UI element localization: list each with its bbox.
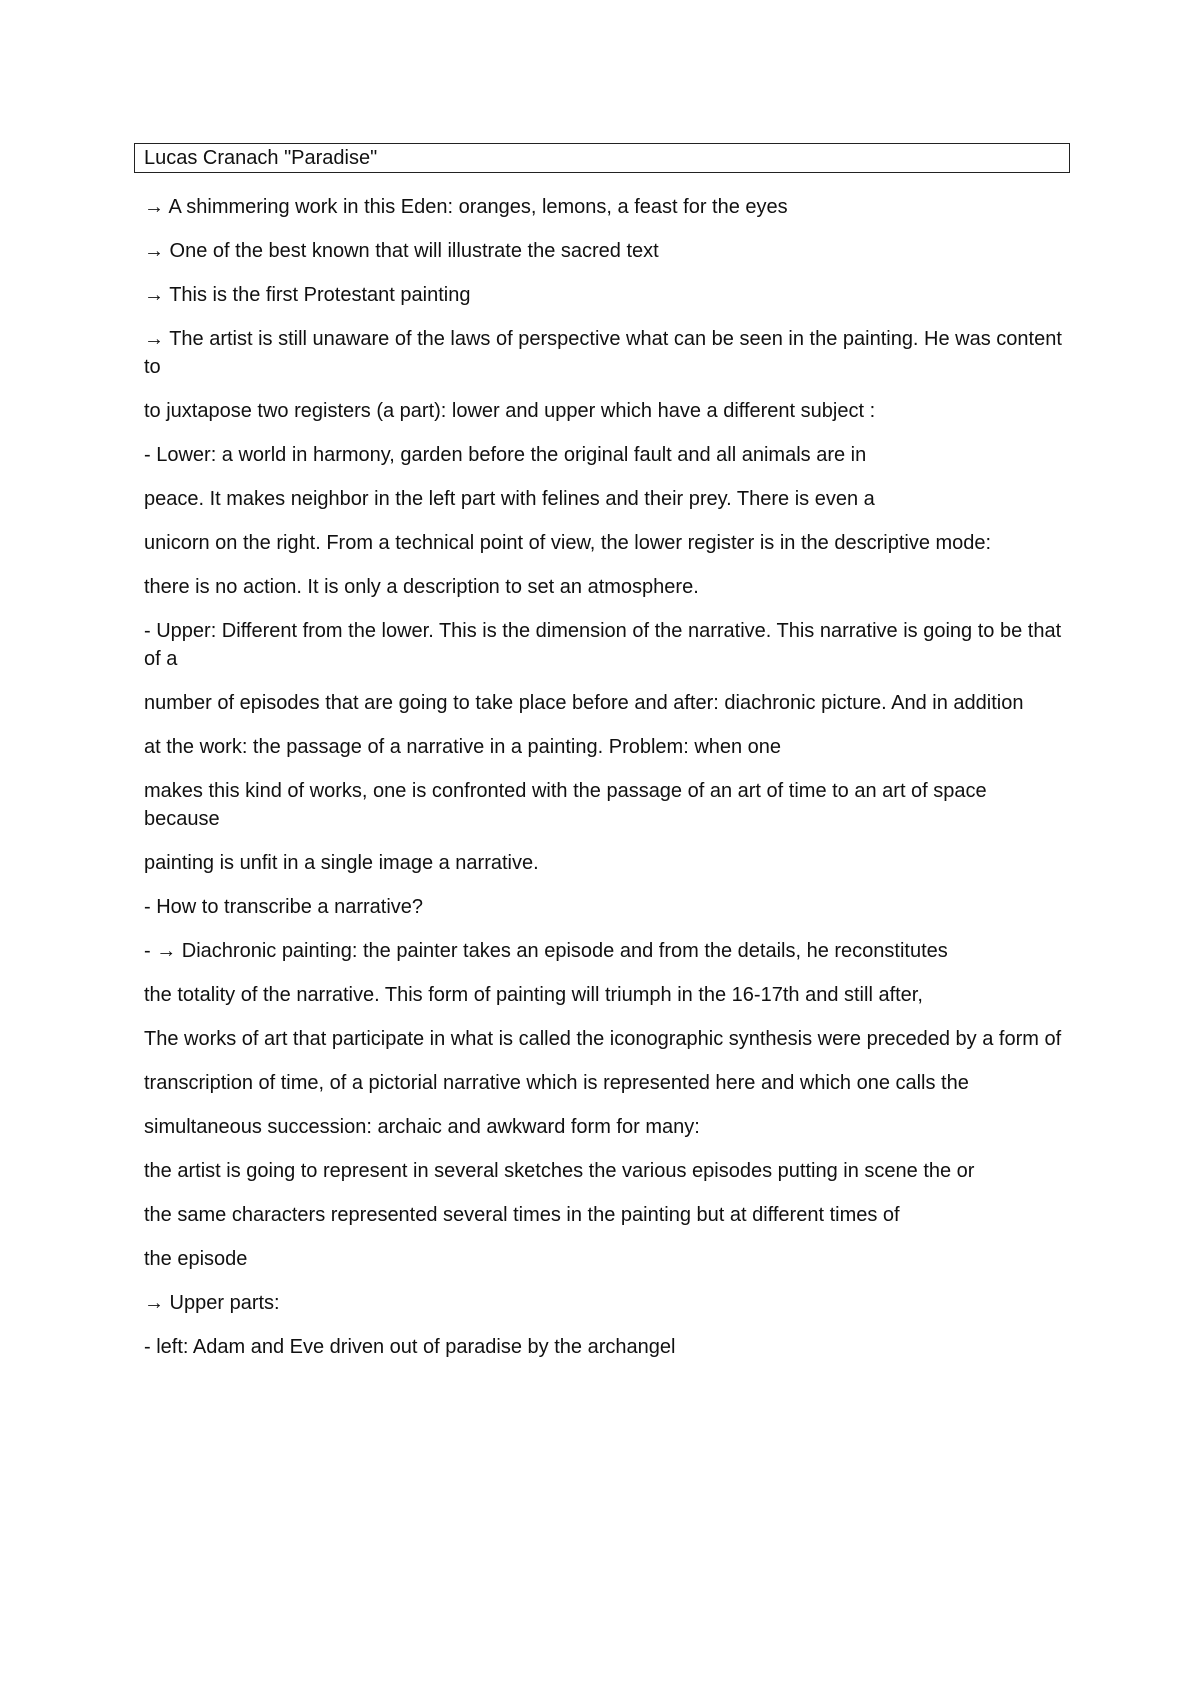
paragraph: to juxtapose two registers (a part): lower and upper which have a different subject : xyxy=(144,400,876,422)
document-title: Lucas Cranach "Paradise" xyxy=(134,143,1070,173)
paragraph: peace. It makes neighbor in the left part with felines and their prey. There is even a xyxy=(144,488,875,510)
document-body xyxy=(144,193,1064,1377)
paragraph: The works of art that participate in what is called the iconographic synthesis were preceded by a form of xyxy=(144,1028,1062,1050)
paragraph: painting is unfit in a single image a narrative. xyxy=(144,852,539,874)
paragraph: → One of the best known that will illustrate the sacred text xyxy=(144,240,659,262)
paragraph: → A shimmering work in this Eden: oranges, lemons, a feast for the eyes xyxy=(144,196,788,218)
paragraph: makes this kind of works, one is confronted with the passage of an art of time to an art of space because xyxy=(144,780,987,830)
paragraph: → The artist is still unaware of the laws of perspective what can be seen in the painting. He was content to xyxy=(144,328,1062,378)
paragraph: - left: Adam and Eve driven out of paradise by the archangel xyxy=(144,1336,676,1358)
paragraph: - How to transcribe a narrative? xyxy=(144,896,424,918)
paragraph: the same characters represented several times in the painting but at different times of xyxy=(144,1204,900,1226)
paragraph: → Upper parts: xyxy=(144,1292,280,1314)
paragraph: transcription of time, of a pictorial narrative which is represented here and which one calls the xyxy=(144,1072,969,1094)
paragraph: the artist is going to represent in several sketches the various episodes putting in scene the or xyxy=(144,1160,975,1182)
paragraph: - Lower: a world in harmony, garden before the original fault and all animals are in xyxy=(144,444,867,466)
paragraph: → This is the first Protestant painting xyxy=(144,284,471,306)
paragraph: the episode xyxy=(144,1248,248,1270)
paragraph: - → Diachronic painting: the painter takes an episode and from the details, he reconstitutes xyxy=(144,940,948,962)
paragraph: number of episodes that are going to take place before and after: diachronic picture. And in addition xyxy=(144,692,1024,714)
paragraph: the totality of the narrative. This form of painting will triumph in the 16-17th and still after, xyxy=(144,984,923,1006)
paragraph: at the work: the passage of a narrative in a painting. Problem: when one xyxy=(144,736,782,758)
paragraph: simultaneous succession: archaic and awkward form for many: xyxy=(144,1116,700,1138)
paragraph: - Upper: Different from the lower. This is the dimension of the narrative. This narrative is going to be that of a xyxy=(144,620,1062,670)
paragraph: unicorn on the right. From a technical point of view, the lower register is in the descriptive mode: xyxy=(144,532,992,554)
paragraph: there is no action. It is only a description to set an atmosphere. xyxy=(144,576,699,598)
